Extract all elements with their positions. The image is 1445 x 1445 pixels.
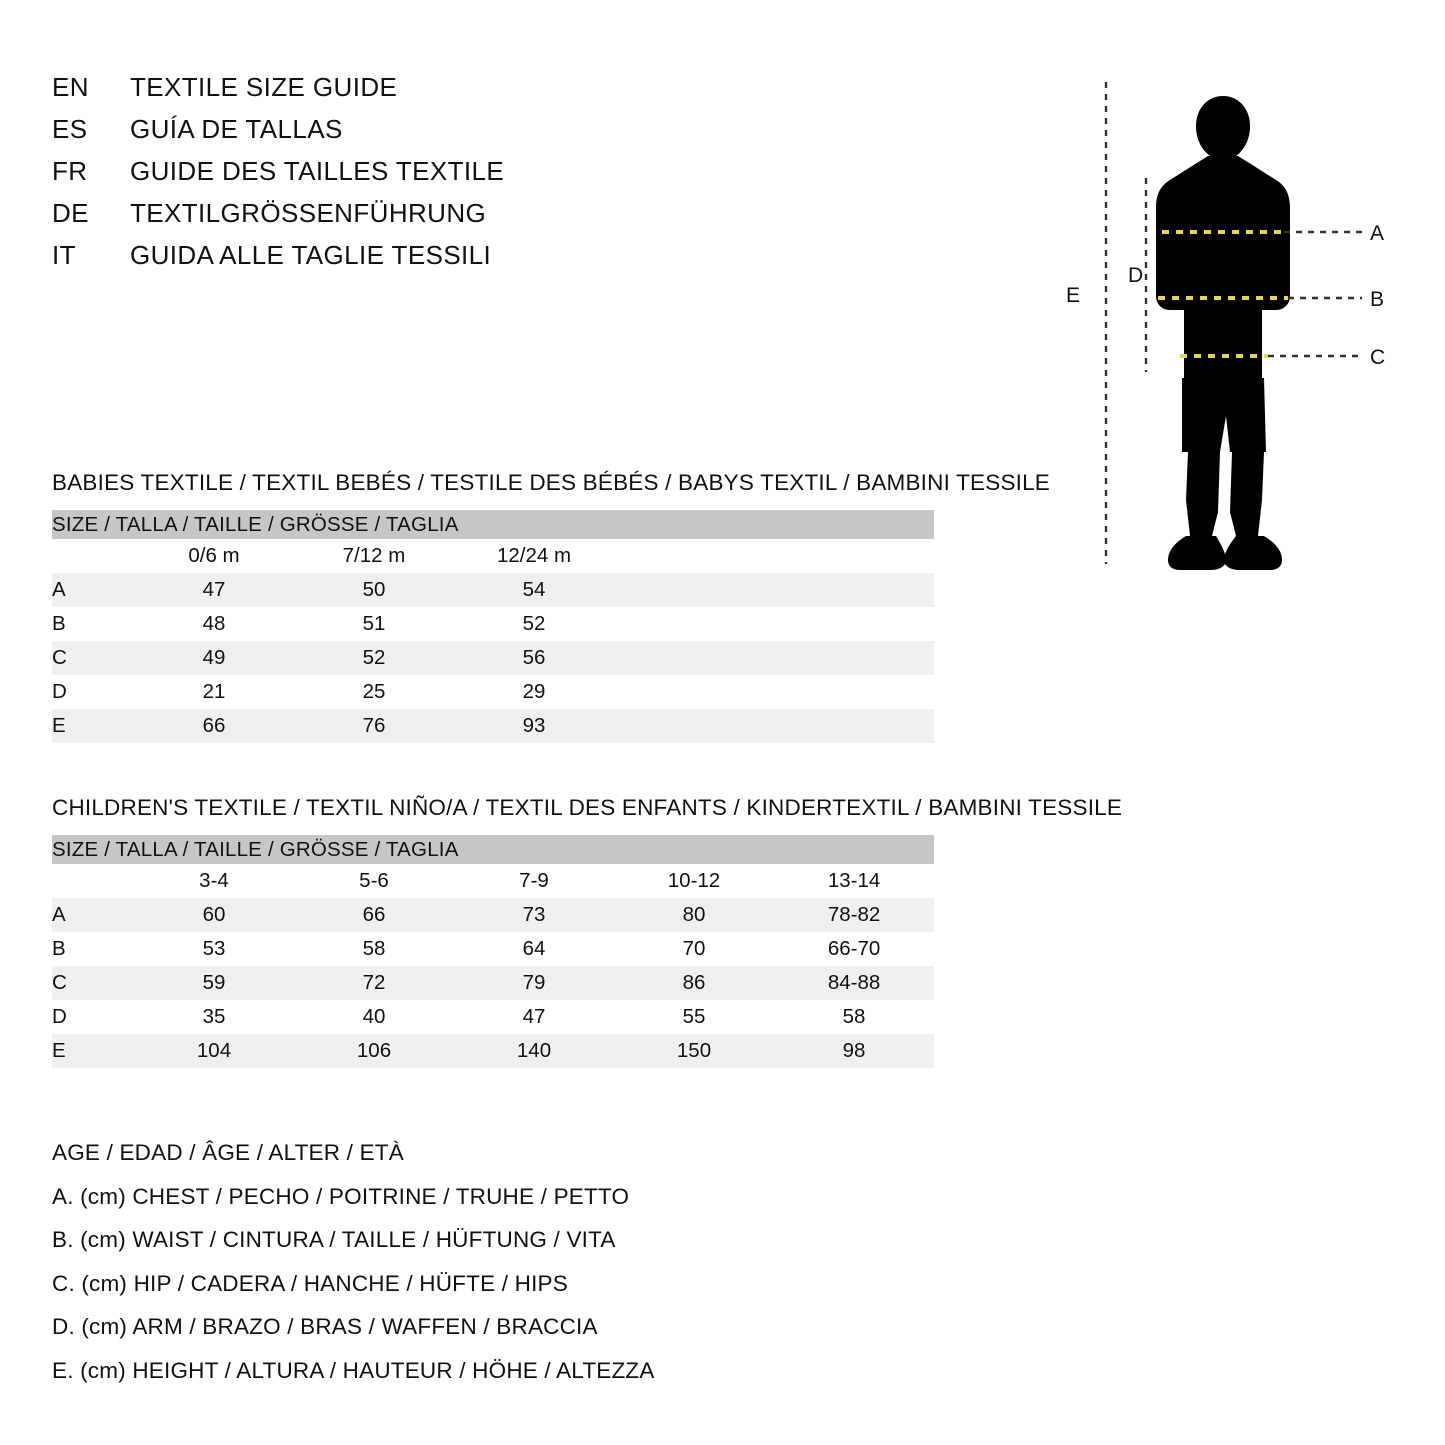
cell: 106 [294,1034,454,1068]
babies-heading: BABIES TEXTILE / TEXTIL BEBÉS / TESTILE DES BÉBÉS / BABYS TEXTIL / BAMBINI TESSILE [52,470,1051,495]
row-label-e: E [52,1034,134,1068]
figure-label-c: C [1370,346,1386,369]
babies-col-2: 7/12 m [294,539,454,573]
children-size-table [52,835,934,1068]
title-row [52,156,712,198]
title-row [52,72,712,114]
title-row [52,240,712,282]
babies-col-1: 0/6 m [134,539,294,573]
cell: 59 [134,966,294,1000]
legend-line-b: B. (cm) WAIST / CINTURA / TAILLE / HÜFTUNG / VITA [52,1227,616,1252]
table-row [52,641,934,675]
children-col-3: 7-9 [454,864,614,898]
babies-section [52,470,1202,743]
title-row [52,198,712,240]
cell: 93 [454,709,614,743]
table-row [52,966,934,1000]
children-size-header: SIZE / TALLA / TAILLE / GRÖSSE / TAGLIA [52,835,934,864]
table-header-row [52,510,934,539]
legend-line-a: A. (cm) CHEST / PECHO / POITRINE / TRUHE / PETTO [52,1183,630,1209]
table-row [52,1000,934,1034]
cell: 73 [454,898,614,932]
row-label-a: A [52,573,134,607]
cell: 40 [294,1000,454,1034]
title-block [52,72,712,282]
cell: 56 [454,641,614,675]
cell: 78-82 [774,898,934,932]
spacer-cell [614,675,934,709]
table-row [52,898,934,932]
cell: 64 [454,932,614,966]
spacer-cell [614,539,934,573]
spacer-cell [614,573,934,607]
table-header-row [52,835,934,864]
title-lang-it: IT [52,240,76,270]
cell: 76 [294,709,454,743]
cell: 150 [614,1034,774,1068]
children-col-2: 5-6 [294,864,454,898]
table-row [52,675,934,709]
cell: 58 [294,932,454,966]
cell: 80 [614,898,774,932]
table-row [52,1034,934,1068]
figure-label-d: D [1128,264,1144,287]
cell: 48 [134,607,294,641]
cell: 72 [294,966,454,1000]
spacer-cell [614,709,934,743]
cell: 140 [454,1034,614,1068]
cell: 35 [134,1000,294,1034]
children-col-5: 13-14 [774,864,934,898]
cell: 98 [774,1034,934,1068]
cell: 104 [134,1034,294,1068]
title-lang-es: ES [52,114,88,144]
row-label-c: C [52,641,134,675]
corner-cell [52,539,134,573]
cell: 29 [454,675,614,709]
legend-block [52,1140,952,1401]
cell: 25 [294,675,454,709]
children-heading: CHILDREN'S TEXTILE / TEXTIL NIÑO/A / TEXTIL DES ENFANTS / KINDERTEXTIL / BAMBINI TESSILE [52,795,1123,820]
children-col-4: 10-12 [614,864,774,898]
children-col-1: 3-4 [134,864,294,898]
cell: 21 [134,675,294,709]
cell: 66-70 [774,932,934,966]
row-label-b: B [52,607,134,641]
figure-label-e: E [1066,284,1081,307]
babies-column-header-row [52,539,934,573]
table-row [52,709,934,743]
title-row [52,114,712,156]
row-label-d: D [52,675,134,709]
spacer-cell [614,607,934,641]
cell: 50 [294,573,454,607]
row-label-c: C [52,966,134,1000]
cell: 54 [454,573,614,607]
cell: 86 [614,966,774,1000]
babies-size-header: SIZE / TALLA / TAILLE / GRÖSSE / TAGLIA [52,510,934,539]
cell: 79 [454,966,614,1000]
cell: 52 [454,607,614,641]
title-text-de: TEXTILGRÖSSENFÜHRUNG [130,198,487,228]
row-label-b: B [52,932,134,966]
cell: 51 [294,607,454,641]
cell: 58 [774,1000,934,1034]
legend-line-age: AGE / EDAD / ÂGE / ALTER / ETÀ [52,1140,404,1165]
spacer-cell [614,641,934,675]
title-text-en: TEXTILE SIZE GUIDE [130,72,398,102]
cell: 49 [134,641,294,675]
babies-col-3: 12/24 m [454,539,614,573]
cell: 70 [614,932,774,966]
cell: 53 [134,932,294,966]
cell: 66 [294,898,454,932]
cell: 66 [134,709,294,743]
row-label-a: A [52,898,134,932]
cell: 55 [614,1000,774,1034]
corner-cell [52,864,134,898]
table-row [52,607,934,641]
cell: 47 [134,573,294,607]
cell: 84-88 [774,966,934,1000]
title-lang-de: DE [52,198,89,228]
title-lang-en: EN [52,72,89,102]
table-row [52,932,934,966]
children-section [52,795,1202,1068]
legend-line-e: E. (cm) HEIGHT / ALTURA / HAUTEUR / HÖHE / ALTEZZA [52,1357,655,1383]
cell: 60 [134,898,294,932]
title-text-it: GUIDA ALLE TAGLIE TESSILI [130,240,492,270]
row-label-d: D [52,1000,134,1034]
title-text-es: GUÍA DE TALLAS [130,114,343,144]
cell: 52 [294,641,454,675]
figure-label-b: B [1370,288,1385,311]
children-column-header-row [52,864,934,898]
legend-line-c: C. (cm) HIP / CADERA / HANCHE / HÜFTE / HIPS [52,1270,568,1296]
title-text-fr: GUIDE DES TAILLES TEXTILE [130,156,505,186]
babies-size-table [52,510,934,743]
figure-label-a: A [1370,222,1385,245]
legend-line-d: D. (cm) ARM / BRAZO / BRAS / WAFFEN / BRACCIA [52,1314,598,1339]
row-label-e: E [52,709,134,743]
table-row [52,573,934,607]
title-lang-fr: FR [52,156,88,186]
cell: 47 [454,1000,614,1034]
